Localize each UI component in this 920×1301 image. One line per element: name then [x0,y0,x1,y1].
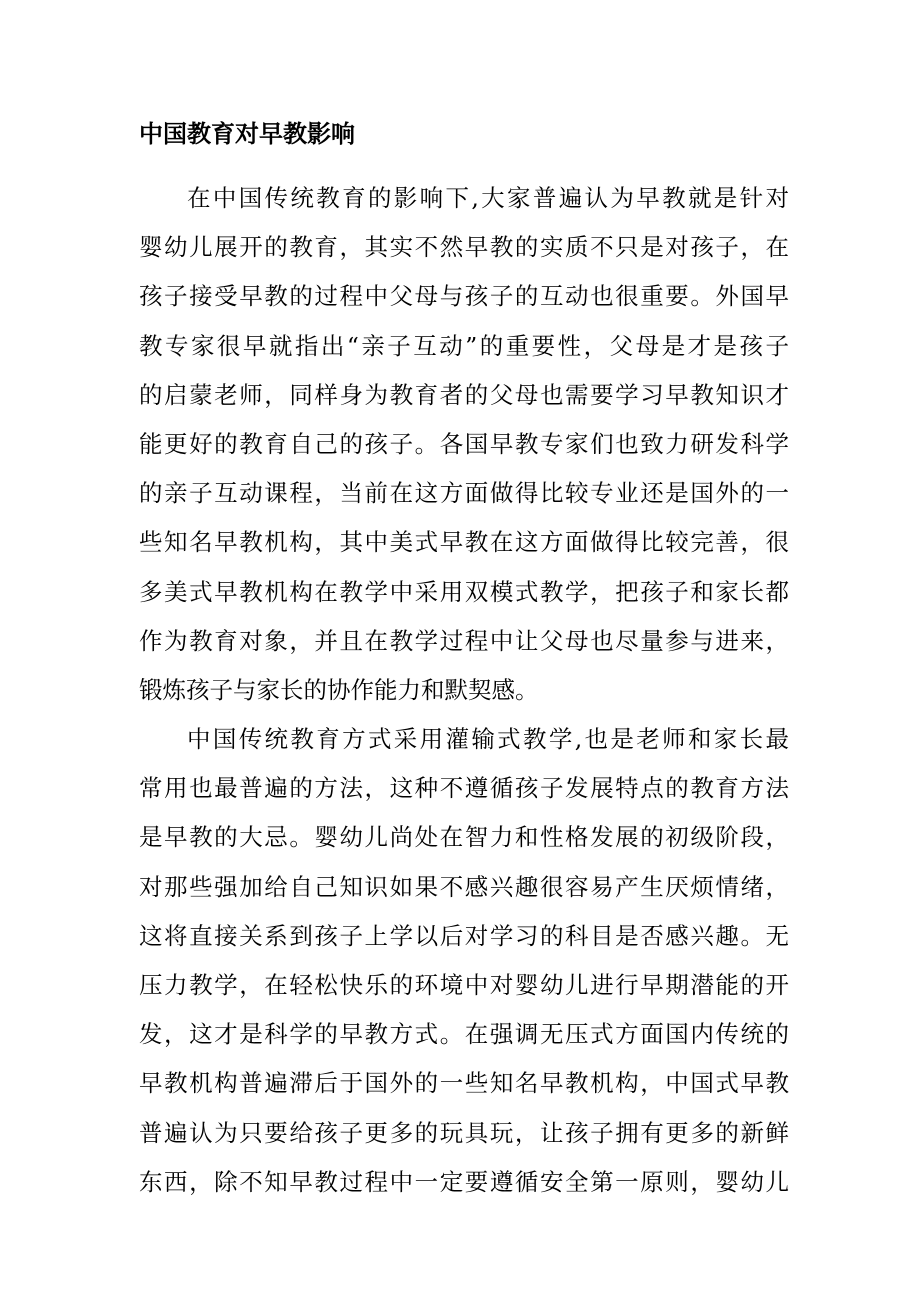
text-line: 早教机构普遍滞后于国外的一些知名早教机构，中国式早教 [139,1069,789,1098]
text-line: 的启蒙老师，同样身为教育者的父母也需要学习早教知识才 [139,380,789,409]
text-line: 能更好的教育自己的孩子。各国早教专家们也致力研发科学 [139,429,789,458]
text-line: 对那些强加给自己知识如果不感兴趣很容易产生厌烦情绪， [139,872,789,901]
text-line: 孩子接受早教的过程中父母与孩子的互动也很重要。外国早 [139,282,789,311]
text-line: 是早教的大忌。婴幼儿尚处在智力和性格发展的初级阶段， [139,823,789,852]
text-line: 锻炼孩子与家长的协作能力和默契感。 [139,675,539,704]
document-body [139,174,789,1207]
text-line: 婴幼儿展开的教育，其实不然早教的实质不只是对孩子，在 [139,233,789,262]
paragraph-2 [139,715,789,1207]
text-line: 普遍认为只要给孩子更多的玩具玩，让孩子拥有更多的新鲜 [139,1118,789,1147]
document-title: 中国教育对早教影响 [139,119,355,148]
text-line: 些知名早教机构，其中美式早教在这方面做得比较完善，很 [139,528,789,557]
text-line: 发，这才是科学的早教方式。在强调无压式方面国内传统的 [139,1020,789,1049]
text-line: 东西，除不知早教过程中一定要遵循安全第一原则，婴幼儿 [139,1167,789,1196]
text-line: 的亲子互动课程，当前在这方面做得比较专业还是国外的一 [139,479,789,508]
text-line: 压力教学，在轻松快乐的环境中对婴幼儿进行早期潜能的开 [139,971,789,999]
text-line: 在中国传统教育的影响下,大家普遍认为早教就是针对 [187,184,789,212]
text-line: 作为教育对象，并且在教学过程中让父母也尽量参与进来， [139,626,789,655]
text-line: 中国传统教育方式采用灌输式教学,也是老师和家长最 [187,725,789,754]
text-line: 这将直接关系到孩子上学以后对学习的科目是否感兴趣。无 [139,921,789,950]
text-line: 教专家很早就指出“亲子互动”的重要性，父母是才是孩子 [139,331,789,360]
text-line: 常用也最普遍的方法，这种不遵循孩子发展特点的教育方法 [139,774,789,803]
text-line: 多美式早教机构在教学中采用双模式教学，把孩子和家长都 [139,577,789,606]
paragraph-1 [139,174,789,715]
